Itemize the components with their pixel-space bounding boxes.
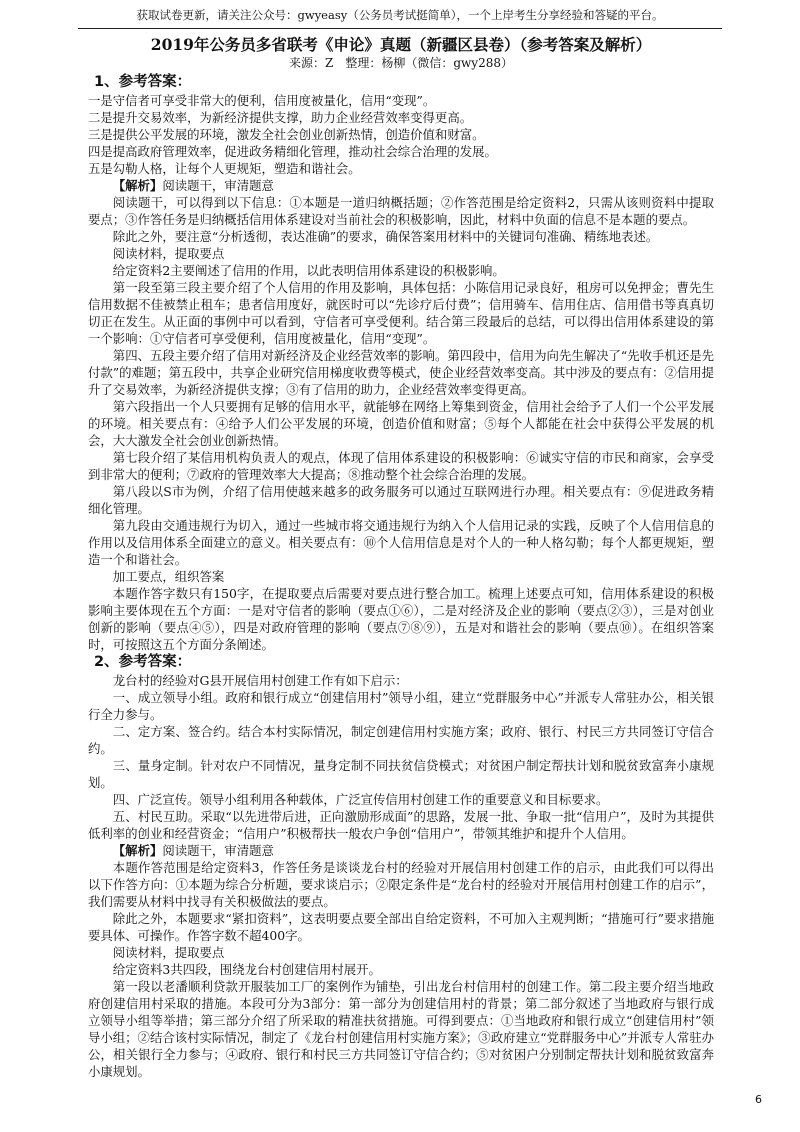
paragraph: 除此之外，本题要求“紧扣资料”，这表明要点要全部出自给定资料，不可加入主观判断；“措施可行”要求措施要具体、可操作。作答字数不超400字。 [88, 911, 714, 943]
answer-item: 五是勾勒人格，让每个人更规矩，塑造和谐社会。 [88, 161, 361, 176]
document-title: 2019年公务员多省联考《申论》真题（新疆区县卷）（参考答案及解析） [150, 35, 652, 54]
answer-item: 五、村民互助。采取“以先进带后进，正向激励形成面”的思路，发展一批、争取一批“信用户”，及时为其提供低利率的创业和经营资金；“信用户”积极帮扶一般农户争创“信用户”，带领其维护和提升个人信用。 [88, 809, 714, 841]
paragraph: 除此之外，要注意“分析透彻，表达准确”的要求，确保答案用材料中的关键词句准确、精练地表述。 [112, 229, 659, 244]
document-body [88, 34, 714, 1080]
analysis-title: 阅读题干，审清题意 [162, 178, 274, 193]
paragraph: 给定资料3共四段，围绕龙台村创建信用村展开。 [112, 962, 381, 977]
paragraph: 本题作答字数只有150字，在提取要点后需要对要点进行整合加工。梳理上述要点可知，信用体系建设的积极影响主要体现在五个方面：一是对守信者的影响（要点①⑥），二是对经济及企业的影响（要点②③），三是对创业创新的影响（要点④⑤），四是对政府管理的影响（要点⑦⑧⑨），五是对和谐社会的影响（要点⑩）。在组织答案时，可按照这五个方面分条阐述。 [88, 586, 714, 652]
answer-item: 三是提供公平发展的环境，激发全社会创业创新热情，创造价值和财富。 [88, 127, 485, 142]
document-source: 来源：Z 整理：杨柳（微信：gwy288） [289, 56, 513, 70]
analysis-title: 阅读题干，审清题意 [162, 843, 274, 858]
page-number: 6 [755, 1093, 762, 1106]
paragraph: 给定资料2主要阐述了信用的作用，以此表明信用体系建设的积极影响。 [112, 263, 505, 278]
paragraph: 第一段以老潘顺利贷款开服装加工厂的案例作为铺垫，引出龙台村信用村的创建工作。第二段主要介绍当地政府创建信用村采取的措施。本段可分为3部分：第一部分为创建信用村的背景；第二部分叙述了当地政府与银行成立领导小组等举措；第三部分介绍了所采取的精准扶贫措施。可得到要点：①当地政府和银行成立“创建信用村”领导小组；②结合该村实际情况，制定了《龙台村创建信用村实施方案》；③政府建立“党群服务中心”并派专人常驻办公，相关银行全力参与；④政府、银行和村民三方共同签订守信合约；⑤对贫困户分别制定帮扶计划和脱贫致富奔小康规划。 [88, 979, 714, 1079]
paragraph: 第一段至第三段主要介绍了个人信用的作用及影响，具体包括：小陈信用记录良好，租房可以免押金；曹先生信用数据不佳被禁止租车；患者信用度好，就医时可以“先诊疗后付费”；信用骑车、信用住店、信用借书等真真切切正在发生。从正面的事例中可以看到，守信者可享受便利。结合第三段最后的总结，可以得出信用体系建设的第一个影响：①守信者可享受便利，信用度被量化，信用“变现”。 [88, 280, 714, 346]
section2-intro: 龙台村的经验对G县开展信用村创建工作有如下启示： [112, 673, 408, 688]
paragraph: 第七段介绍了某信用机构负责人的观点，体现了信用体系建设的积极影响：⑥诚实守信的市民和商家，会享受到非常大的便利；⑦政府的管理效率大大提高；⑧推动整个社会综合治理的发展。 [88, 450, 714, 482]
analysis-label: 【解析】 [112, 843, 163, 858]
header-notice: 获取试卷更新，请关注公众号：gwyeasy（公务员考试挺简单），一个上岸考生分享经验和答疑的平台。 [136, 8, 664, 22]
paragraph: 第六段指出一个人只要拥有足够的信用水平，就能够在网络上筹集到资金，信用社会给予了人们一个公平发展的环境。相关要点有：④给予人们公平发展的环境，创造价值和财富；⑤每个人都能在社会中获得公平发展的机会，大大激发全社会创业创新热情。 [88, 399, 714, 448]
paragraph: 本题作答范围是给定资料3，作答任务是谈谈龙台村的经验对开展信用村创建工作的启示，由此我们可以得出以下作答方向：①本题为综合分析题，要求谈启示；②限定条件是“龙台村的经验对开展信用村创建工作的启示”，我们需要从材料中找寻有关积极做法的要点。 [88, 860, 714, 909]
answer-item: 四、广泛宣传。领导小组利用各种载体，广泛宣传信用村创建工作的重要意义和目标要求。 [112, 792, 609, 807]
answer-item: 一、成立领导小组。政府和银行成立“创建信用村”领导小组，建立“党群服务中心”并派专人常驻办公，相关银行全力参与。 [88, 690, 714, 722]
answer-item: 一是守信者可享受非常大的便利，信用度被量化，信用“变现”。 [88, 93, 436, 108]
subheading: 阅读材料，提取要点 [112, 945, 225, 960]
subheading: 阅读材料，提取要点 [112, 246, 225, 261]
paragraph: 第九段由交通违规行为切入，通过一些城市将交通违规行为纳入个人信用记录的实践，反映了个人信用信息的作用以及信用体系全面建立的意义。相关要点有：⑩个人信用信息是对个人的一种人格勾勒；每个人都更规矩，塑造一个和谐社会。 [88, 518, 714, 567]
answer-item: 二是提升交易效率，为新经济提供支撑，助力企业经营效率变得更高。 [88, 110, 473, 125]
header-divider [78, 28, 722, 29]
answer-item: 三、量身定制。针对农户不同情况，量身定制不同扶贫信贷模式；对贫困户制定帮扶计划和脱贫致富奔小康规划。 [88, 758, 714, 790]
answer-item: 四是提高政府管理效率，促进政务精细化管理，推动社会综合治理的发展。 [88, 144, 497, 159]
analysis-heading [88, 177, 714, 194]
paragraph: 阅读题干，可以得到以下信息：①本题是一道归纳概括题；②作答范围是给定资料2，只需从该则资料中提取要点；③作答任务是归纳概括信用体系建设对当前社会的积极影响，因此，材料中负面的信息不是本题的要点。 [88, 195, 714, 227]
section2-heading: 2、参考答案： [94, 654, 192, 670]
analysis-label: 【解析】 [112, 178, 163, 193]
paragraph: 第四、五段主要介绍了信用对新经济及企业经营效率的影响。第四段中，信用为向先生解决了“先收手机还是先付款”的难题；第五段中，共享企业研究信用梯度收费等模式，使企业经营效率变高。其中涉及的要点有：②信用提升了交易效率，为新经济提供支撑；③有了信用的助力，企业经营效率变得更高。 [88, 348, 714, 397]
paragraph: 第八段以S市为例，介绍了信用使越来越多的政务服务可以通过互联网进行办理。相关要点有：⑨促进政务精细化管理。 [88, 484, 714, 516]
subheading: 加工要点，组织答案 [112, 569, 225, 584]
answer-item: 二、定方案、签合约。结合本村实际情况，制定创建信用村实施方案；政府、银行、村民三方共同签订守信合约。 [88, 724, 714, 756]
analysis-heading [88, 842, 714, 859]
section1-heading: 1、参考答案： [94, 74, 192, 90]
